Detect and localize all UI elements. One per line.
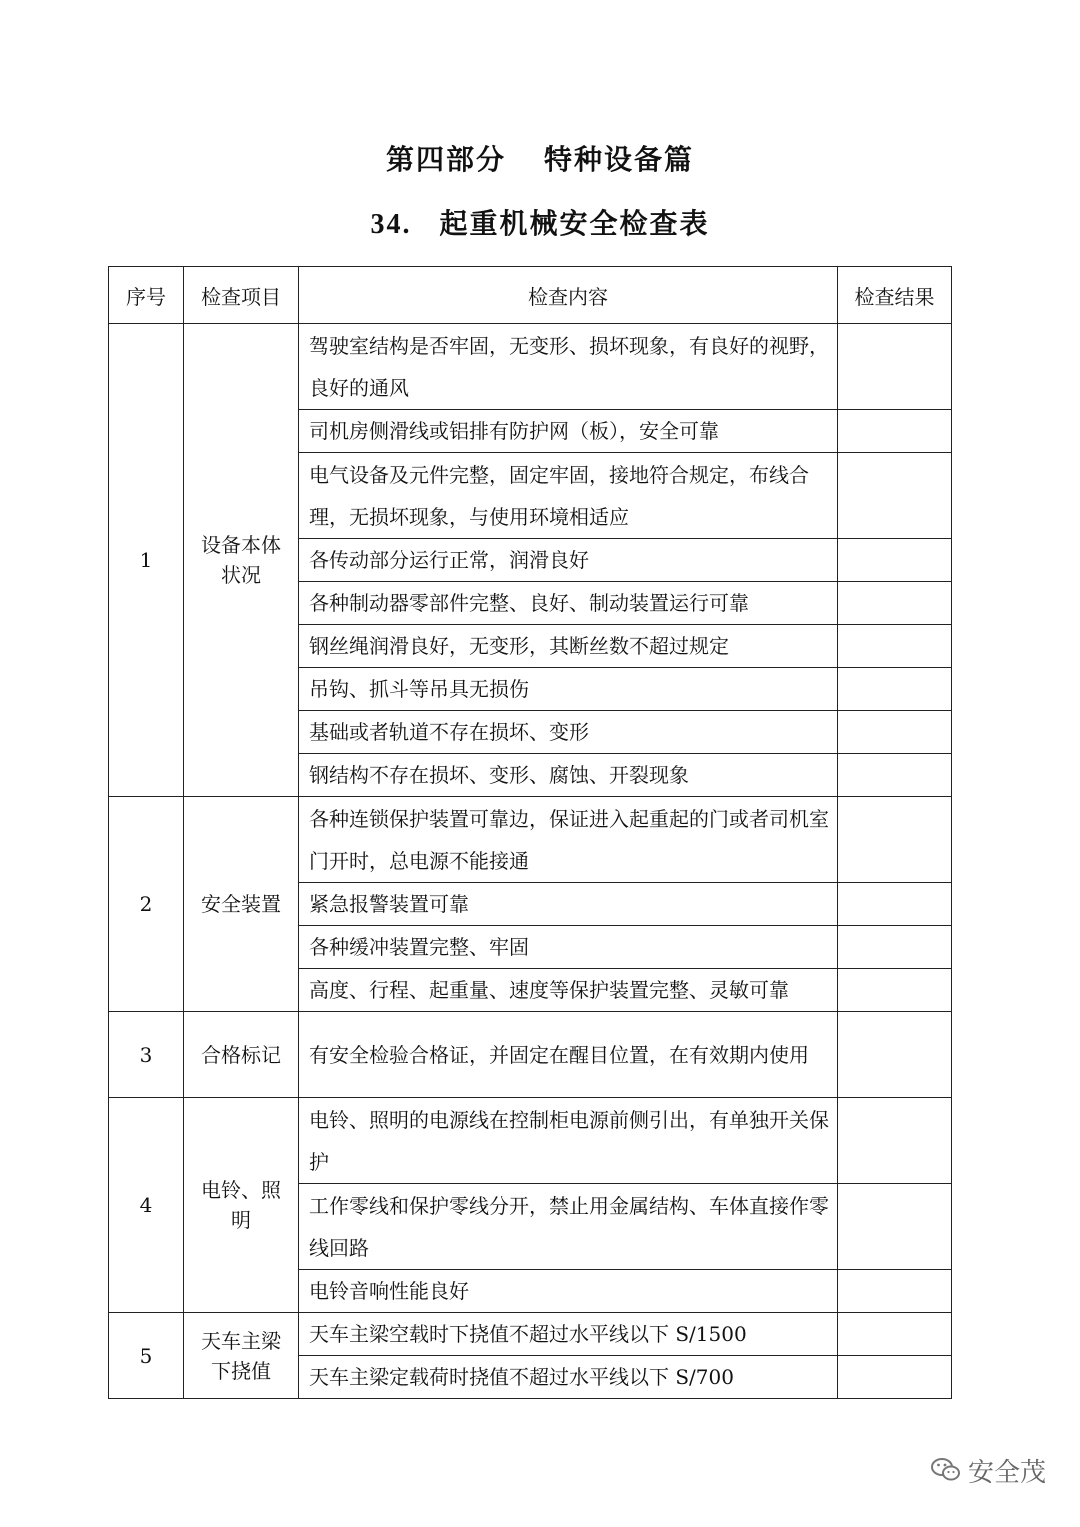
result-cell[interactable] bbox=[838, 1098, 952, 1184]
table-header-row bbox=[109, 267, 952, 324]
item-label: 电铃、照明 bbox=[201, 1178, 281, 1232]
row-content: 基础或者轨道不存在损坏、变形 bbox=[299, 711, 838, 754]
table-row bbox=[109, 1098, 952, 1184]
row-item bbox=[184, 1098, 299, 1313]
item-label: 安全装置 bbox=[201, 892, 281, 916]
header-content: 检查内容 bbox=[299, 267, 838, 324]
result-cell[interactable] bbox=[838, 1356, 952, 1399]
wechat-icon bbox=[930, 1456, 962, 1484]
row-content: 高度、行程、起重量、速度等保护装置完整、灵敏可靠 bbox=[299, 969, 838, 1012]
row-content: 天车主梁定载荷时挠值不超过水平线以下 S/700 bbox=[299, 1356, 838, 1399]
result-cell[interactable] bbox=[838, 969, 952, 1012]
result-cell[interactable] bbox=[838, 410, 952, 453]
row-content: 驾驶室结构是否牢固，无变形、损坏现象，有良好的视野，良好的通风 bbox=[299, 324, 838, 410]
row-item bbox=[184, 324, 299, 797]
row-content: 各种制动器零部件完整、良好、制动装置运行可靠 bbox=[299, 582, 838, 625]
result-cell[interactable] bbox=[838, 1270, 952, 1313]
row-content: 各种缓冲装置完整、牢固 bbox=[299, 926, 838, 969]
header-item: 检查项目 bbox=[184, 267, 299, 324]
row-content: 工作零线和保护零线分开，禁止用金属结构、车体直接作零线回路 bbox=[299, 1184, 838, 1270]
result-cell[interactable] bbox=[838, 1184, 952, 1270]
table-title bbox=[0, 202, 1080, 242]
header-seq: 序号 bbox=[109, 267, 184, 324]
result-cell[interactable] bbox=[838, 1012, 952, 1098]
row-seq: 4 bbox=[109, 1098, 184, 1313]
result-cell[interactable] bbox=[838, 324, 952, 410]
row-content: 钢结构不存在损坏、变形、腐蚀、开裂现象 bbox=[299, 754, 838, 797]
item-label: 天车主梁下挠值 bbox=[201, 1328, 281, 1383]
table-row bbox=[109, 1012, 952, 1098]
result-cell[interactable] bbox=[838, 668, 952, 711]
row-seq: 3 bbox=[109, 1012, 184, 1098]
result-cell[interactable] bbox=[838, 926, 952, 969]
result-cell[interactable] bbox=[838, 754, 952, 797]
row-item bbox=[184, 797, 299, 1012]
row-content: 钢丝绳润滑良好，无变形，其断丝数不超过规定 bbox=[299, 625, 838, 668]
row-content: 司机房侧滑线或铝排有防护网（板），安全可靠 bbox=[299, 410, 838, 453]
row-content: 各传动部分运行正常，润滑良好 bbox=[299, 539, 838, 582]
row-content: 各种连锁保护装置可靠边，保证进入起重起的门或者司机室门开时，总电源不能接通 bbox=[299, 797, 838, 883]
row-content: 吊钩、抓斗等吊具无损伤 bbox=[299, 668, 838, 711]
watermark-text: 安全茂 bbox=[968, 1457, 1047, 1488]
table-row bbox=[109, 1313, 952, 1356]
row-content: 天车主梁空载时下挠值不超过水平线以下 S/1500 bbox=[299, 1313, 838, 1356]
row-content: 电铃音响性能良好 bbox=[299, 1270, 838, 1313]
part-label: 第四部分 bbox=[385, 143, 506, 176]
row-content: 紧急报警装置可靠 bbox=[299, 883, 838, 926]
result-cell[interactable] bbox=[838, 453, 952, 539]
inspection-table bbox=[108, 266, 952, 1399]
item-label: 设备本体状况 bbox=[201, 533, 281, 587]
row-seq: 5 bbox=[109, 1313, 184, 1399]
table-row bbox=[109, 797, 952, 883]
item-label: 合格标记 bbox=[201, 1042, 281, 1067]
table-number: 34. bbox=[370, 209, 412, 240]
row-content: 电铃、照明的电源线在控制柜电源前侧引出，有单独开关保护 bbox=[299, 1098, 838, 1184]
row-item bbox=[184, 1313, 299, 1399]
result-cell[interactable] bbox=[838, 711, 952, 754]
result-cell[interactable] bbox=[838, 539, 952, 582]
table-title-text: 起重机械安全检查表 bbox=[439, 207, 710, 240]
section-label: 特种设备篇 bbox=[544, 143, 695, 176]
result-cell[interactable] bbox=[838, 625, 952, 668]
page-title bbox=[0, 138, 1080, 178]
result-cell[interactable] bbox=[838, 582, 952, 625]
result-cell[interactable] bbox=[838, 797, 952, 883]
result-cell[interactable] bbox=[838, 883, 952, 926]
row-seq: 2 bbox=[109, 797, 184, 1012]
header-result: 检查结果 bbox=[838, 267, 952, 324]
watermark bbox=[930, 1448, 1046, 1492]
row-content: 有安全检验合格证，并固定在醒目位置，在有效期内使用 bbox=[299, 1012, 838, 1098]
row-content: 电气设备及元件完整，固定牢固，接地符合规定，布线合理，无损坏现象，与使用环境相适应 bbox=[299, 453, 838, 539]
table-row bbox=[109, 324, 952, 410]
result-cell[interactable] bbox=[838, 1313, 952, 1356]
row-item bbox=[184, 1012, 299, 1098]
row-seq: 1 bbox=[109, 324, 184, 797]
